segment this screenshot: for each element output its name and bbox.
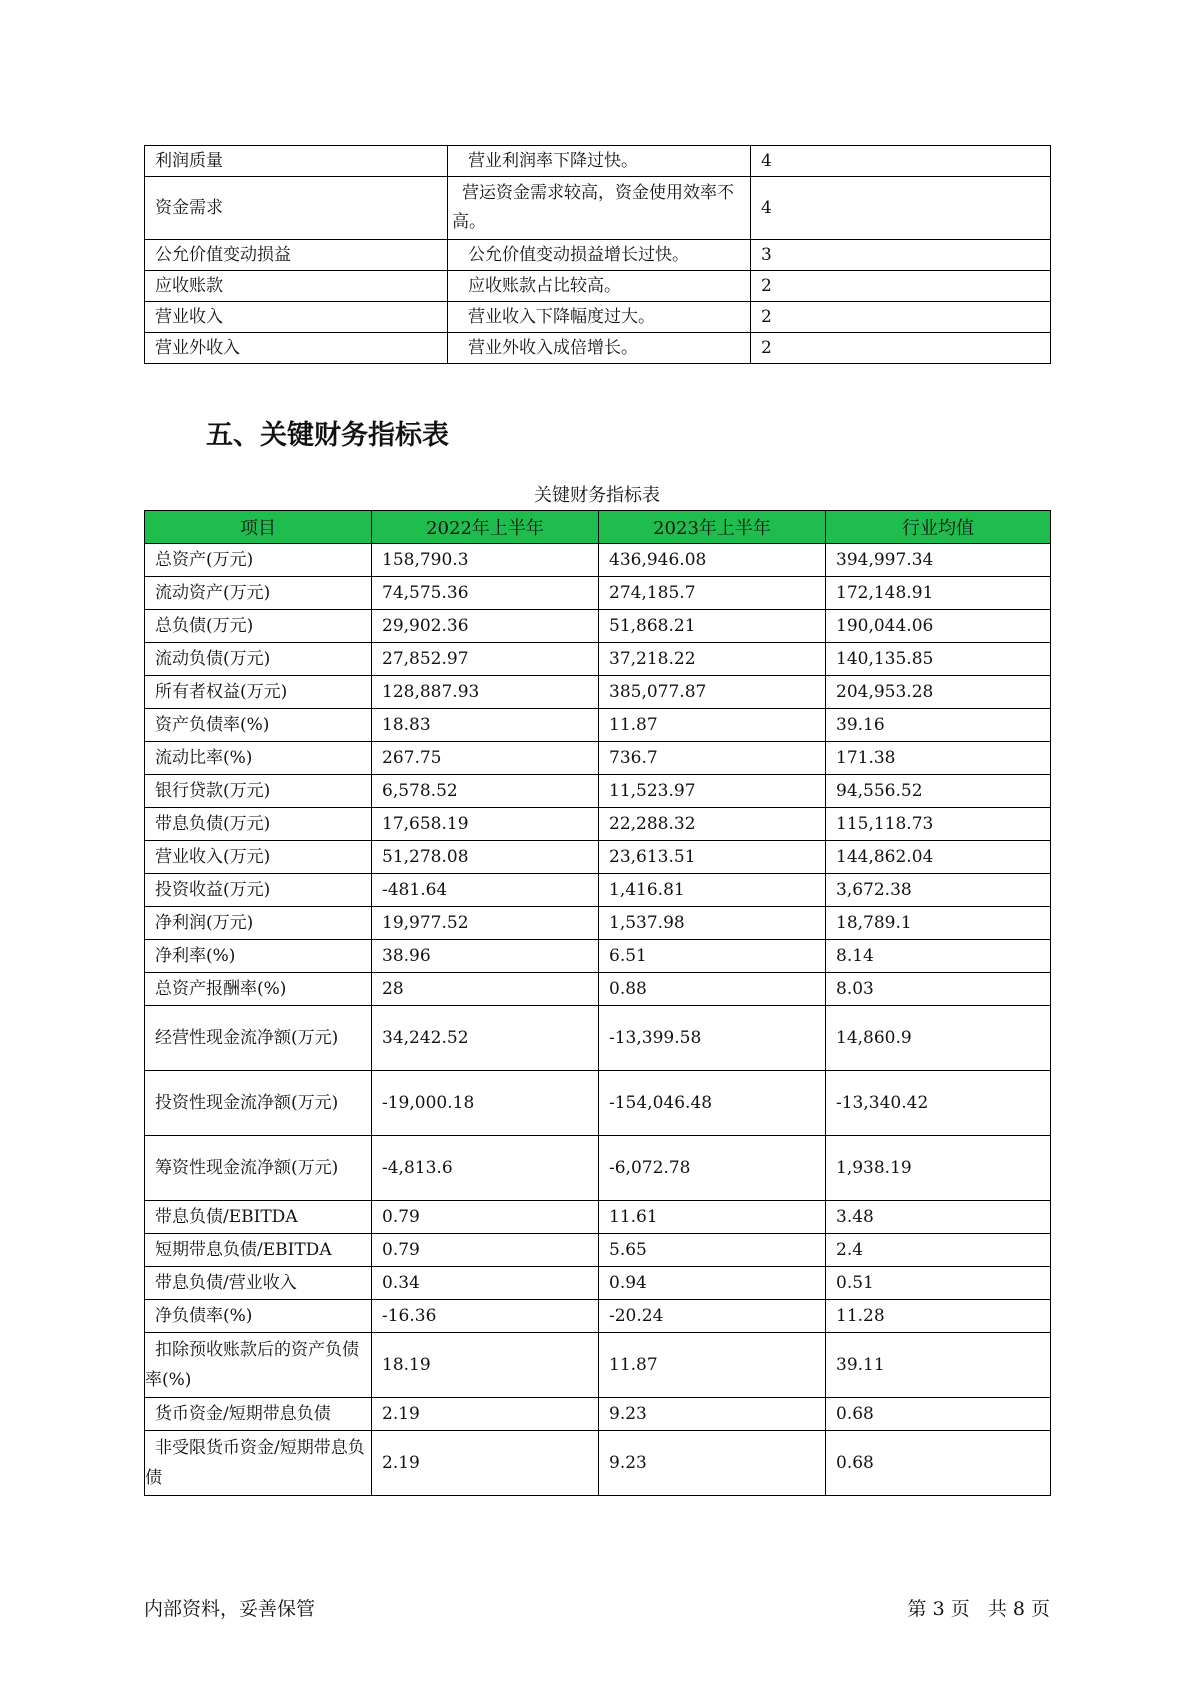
kpi-value-industry-avg: 171.38 bbox=[826, 742, 1051, 775]
kpi-value-2022h1: 38.96 bbox=[372, 940, 599, 973]
risk-score: 2 bbox=[751, 302, 1051, 333]
kpi-row bbox=[145, 1398, 1051, 1431]
kpi-value-2023h1: 23,613.51 bbox=[599, 841, 826, 874]
kpi-value-2022h1: 0.79 bbox=[372, 1201, 599, 1234]
kpi-value-2023h1: 436,946.08 bbox=[599, 544, 826, 577]
kpi-header-item: 项目 bbox=[145, 511, 372, 544]
kpi-row bbox=[145, 940, 1051, 973]
kpi-row bbox=[145, 1136, 1051, 1201]
kpi-item: 经营性现金流净额(万元) bbox=[145, 1006, 372, 1071]
kpi-item: 总资产报酬率(%) bbox=[145, 973, 372, 1006]
kpi-item: 投资收益(万元) bbox=[145, 874, 372, 907]
kpi-header-industry-avg: 行业均值 bbox=[826, 511, 1051, 544]
kpi-item: 营业收入(万元) bbox=[145, 841, 372, 874]
kpi-value-2023h1: -6,072.78 bbox=[599, 1136, 826, 1201]
kpi-value-industry-avg: 8.03 bbox=[826, 973, 1051, 1006]
risk-item: 营业收入 bbox=[145, 302, 448, 333]
kpi-value-2022h1: 19,977.52 bbox=[372, 907, 599, 940]
kpi-value-2023h1: 6.51 bbox=[599, 940, 826, 973]
kpi-value-industry-avg: 1,938.19 bbox=[826, 1136, 1051, 1201]
risk-description: 营业利润率下降过快。 bbox=[448, 146, 751, 177]
kpi-value-2022h1: 27,852.97 bbox=[372, 643, 599, 676]
kpi-value-2022h1: 18.83 bbox=[372, 709, 599, 742]
kpi-row bbox=[145, 907, 1051, 940]
kpi-value-2023h1: 51,868.21 bbox=[599, 610, 826, 643]
kpi-item: 总资产(万元) bbox=[145, 544, 372, 577]
kpi-value-2022h1: 0.79 bbox=[372, 1234, 599, 1267]
risk-item: 应收账款 bbox=[145, 271, 448, 302]
kpi-row bbox=[145, 1006, 1051, 1071]
kpi-value-2023h1: 37,218.22 bbox=[599, 643, 826, 676]
risk-row bbox=[145, 146, 1051, 177]
kpi-row bbox=[145, 1201, 1051, 1234]
kpi-value-2023h1: 22,288.32 bbox=[599, 808, 826, 841]
kpi-row bbox=[145, 1071, 1051, 1136]
kpi-value-industry-avg: 394,997.34 bbox=[826, 544, 1051, 577]
kpi-value-industry-avg: 11.28 bbox=[826, 1300, 1051, 1333]
kpi-item: 带息负债(万元) bbox=[145, 808, 372, 841]
kpi-value-2022h1: 51,278.08 bbox=[372, 841, 599, 874]
kpi-value-2022h1: 267.75 bbox=[372, 742, 599, 775]
kpi-value-2022h1: -19,000.18 bbox=[372, 1071, 599, 1136]
kpi-row bbox=[145, 775, 1051, 808]
risk-score: 4 bbox=[751, 177, 1051, 240]
kpi-value-industry-avg: 3.48 bbox=[826, 1201, 1051, 1234]
kpi-header-2022h1: 2022年上半年 bbox=[372, 511, 599, 544]
kpi-value-2023h1: -20.24 bbox=[599, 1300, 826, 1333]
footer-page-number: 第 3 页 共 8 页 bbox=[907, 1598, 1050, 1620]
kpi-value-2022h1: 2.19 bbox=[372, 1431, 599, 1496]
kpi-value-2022h1: 18.19 bbox=[372, 1333, 599, 1398]
risk-item: 利润质量 bbox=[145, 146, 448, 177]
kpi-row bbox=[145, 1300, 1051, 1333]
risk-item: 营业外收入 bbox=[145, 333, 448, 364]
kpi-item: 所有者权益(万元) bbox=[145, 676, 372, 709]
kpi-value-2023h1: -13,399.58 bbox=[599, 1006, 826, 1071]
kpi-value-industry-avg: -13,340.42 bbox=[826, 1071, 1051, 1136]
kpi-value-2022h1: 0.34 bbox=[372, 1267, 599, 1300]
kpi-item: 总负债(万元) bbox=[145, 610, 372, 643]
kpi-header-2023h1: 2023年上半年 bbox=[599, 511, 826, 544]
kpi-row bbox=[145, 874, 1051, 907]
kpi-value-industry-avg: 3,672.38 bbox=[826, 874, 1051, 907]
kpi-value-industry-avg: 204,953.28 bbox=[826, 676, 1051, 709]
risk-row bbox=[145, 177, 1051, 240]
risk-table bbox=[144, 145, 1051, 364]
kpi-item: 资产负债率(%) bbox=[145, 709, 372, 742]
kpi-row bbox=[145, 577, 1051, 610]
kpi-value-industry-avg: 115,118.73 bbox=[826, 808, 1051, 841]
kpi-header-row bbox=[145, 511, 1051, 544]
risk-description: 营业收入下降幅度过大。 bbox=[448, 302, 751, 333]
kpi-value-2023h1: 5.65 bbox=[599, 1234, 826, 1267]
kpi-item: 投资性现金流净额(万元) bbox=[145, 1071, 372, 1136]
kpi-value-2022h1: 158,790.3 bbox=[372, 544, 599, 577]
kpi-row bbox=[145, 1333, 1051, 1398]
kpi-value-industry-avg: 140,135.85 bbox=[826, 643, 1051, 676]
kpi-value-industry-avg: 94,556.52 bbox=[826, 775, 1051, 808]
kpi-value-2023h1: 385,077.87 bbox=[599, 676, 826, 709]
risk-score: 3 bbox=[751, 240, 1051, 271]
kpi-value-2023h1: 9.23 bbox=[599, 1398, 826, 1431]
kpi-row bbox=[145, 610, 1051, 643]
kpi-value-industry-avg: 144,862.04 bbox=[826, 841, 1051, 874]
risk-item: 资金需求 bbox=[145, 177, 448, 240]
risk-row bbox=[145, 302, 1051, 333]
kpi-row bbox=[145, 709, 1051, 742]
kpi-value-2022h1: 28 bbox=[372, 973, 599, 1006]
kpi-value-industry-avg: 39.16 bbox=[826, 709, 1051, 742]
risk-description: 公允价值变动损益增长过快。 bbox=[448, 240, 751, 271]
kpi-table-header bbox=[145, 511, 1051, 544]
kpi-value-2022h1: -481.64 bbox=[372, 874, 599, 907]
kpi-value-2022h1: 6,578.52 bbox=[372, 775, 599, 808]
kpi-value-2023h1: 11,523.97 bbox=[599, 775, 826, 808]
kpi-value-2022h1: 128,887.93 bbox=[372, 676, 599, 709]
risk-description: 营运资金需求较高，资金使用效率不高。 bbox=[448, 177, 751, 240]
risk-row bbox=[145, 271, 1051, 302]
kpi-item: 净利润(万元) bbox=[145, 907, 372, 940]
kpi-row bbox=[145, 841, 1051, 874]
kpi-value-industry-avg: 8.14 bbox=[826, 940, 1051, 973]
kpi-value-2023h1: 0.94 bbox=[599, 1267, 826, 1300]
kpi-row bbox=[145, 1431, 1051, 1496]
kpi-table-body bbox=[145, 544, 1051, 1496]
section-heading: 五、关键财务指标表 bbox=[206, 420, 449, 451]
kpi-item: 货币资金/短期带息负债 bbox=[145, 1398, 372, 1431]
risk-item: 公允价值变动损益 bbox=[145, 240, 448, 271]
kpi-item: 扣除预收账款后的资产负债率(%) bbox=[145, 1333, 372, 1398]
kpi-value-2022h1: -4,813.6 bbox=[372, 1136, 599, 1201]
risk-description: 应收账款占比较高。 bbox=[448, 271, 751, 302]
kpi-value-2023h1: 274,185.7 bbox=[599, 577, 826, 610]
kpi-value-2023h1: 9.23 bbox=[599, 1431, 826, 1496]
kpi-item: 短期带息负债/EBITDA bbox=[145, 1234, 372, 1267]
kpi-value-2023h1: -154,046.48 bbox=[599, 1071, 826, 1136]
kpi-value-2022h1: 2.19 bbox=[372, 1398, 599, 1431]
kpi-item: 带息负债/营业收入 bbox=[145, 1267, 372, 1300]
kpi-value-industry-avg: 0.68 bbox=[826, 1431, 1051, 1496]
kpi-value-2023h1: 736.7 bbox=[599, 742, 826, 775]
kpi-value-2023h1: 11.87 bbox=[599, 709, 826, 742]
kpi-table-caption: 关键财务指标表 bbox=[534, 485, 660, 506]
kpi-value-2022h1: 17,658.19 bbox=[372, 808, 599, 841]
kpi-row bbox=[145, 973, 1051, 1006]
kpi-item: 净负债率(%) bbox=[145, 1300, 372, 1333]
kpi-value-2022h1: 29,902.36 bbox=[372, 610, 599, 643]
kpi-value-2023h1: 1,537.98 bbox=[599, 907, 826, 940]
kpi-item: 流动资产(万元) bbox=[145, 577, 372, 610]
kpi-value-industry-avg: 0.68 bbox=[826, 1398, 1051, 1431]
kpi-row bbox=[145, 1234, 1051, 1267]
kpi-value-2022h1: -16.36 bbox=[372, 1300, 599, 1333]
kpi-item: 流动负债(万元) bbox=[145, 643, 372, 676]
kpi-value-2023h1: 0.88 bbox=[599, 973, 826, 1006]
kpi-row bbox=[145, 1267, 1051, 1300]
kpi-row bbox=[145, 544, 1051, 577]
kpi-row bbox=[145, 676, 1051, 709]
risk-description: 营业外收入成倍增长。 bbox=[448, 333, 751, 364]
kpi-row bbox=[145, 808, 1051, 841]
kpi-row bbox=[145, 643, 1051, 676]
kpi-value-2023h1: 1,416.81 bbox=[599, 874, 826, 907]
risk-table-body bbox=[145, 146, 1051, 364]
kpi-item: 净利率(%) bbox=[145, 940, 372, 973]
kpi-value-2023h1: 11.87 bbox=[599, 1333, 826, 1398]
kpi-value-industry-avg: 14,860.9 bbox=[826, 1006, 1051, 1071]
risk-score: 2 bbox=[751, 333, 1051, 364]
risk-row bbox=[145, 240, 1051, 271]
kpi-row bbox=[145, 742, 1051, 775]
kpi-value-industry-avg: 2.4 bbox=[826, 1234, 1051, 1267]
kpi-item: 非受限货币资金/短期带息负债 bbox=[145, 1431, 372, 1496]
kpi-value-industry-avg: 190,044.06 bbox=[826, 610, 1051, 643]
kpi-table bbox=[144, 510, 1051, 1496]
kpi-value-industry-avg: 39.11 bbox=[826, 1333, 1051, 1398]
footer-confidential-note: 内部资料，妥善保管 bbox=[144, 1598, 316, 1620]
kpi-value-2023h1: 11.61 bbox=[599, 1201, 826, 1234]
kpi-value-industry-avg: 0.51 bbox=[826, 1267, 1051, 1300]
kpi-value-industry-avg: 18,789.1 bbox=[826, 907, 1051, 940]
kpi-value-2022h1: 34,242.52 bbox=[372, 1006, 599, 1071]
risk-row bbox=[145, 333, 1051, 364]
kpi-value-2022h1: 74,575.36 bbox=[372, 577, 599, 610]
kpi-item: 银行贷款(万元) bbox=[145, 775, 372, 808]
risk-score: 4 bbox=[751, 146, 1051, 177]
kpi-value-industry-avg: 172,148.91 bbox=[826, 577, 1051, 610]
kpi-item: 筹资性现金流净额(万元) bbox=[145, 1136, 372, 1201]
kpi-item: 流动比率(%) bbox=[145, 742, 372, 775]
kpi-item: 带息负债/EBITDA bbox=[145, 1201, 372, 1234]
risk-score: 2 bbox=[751, 271, 1051, 302]
